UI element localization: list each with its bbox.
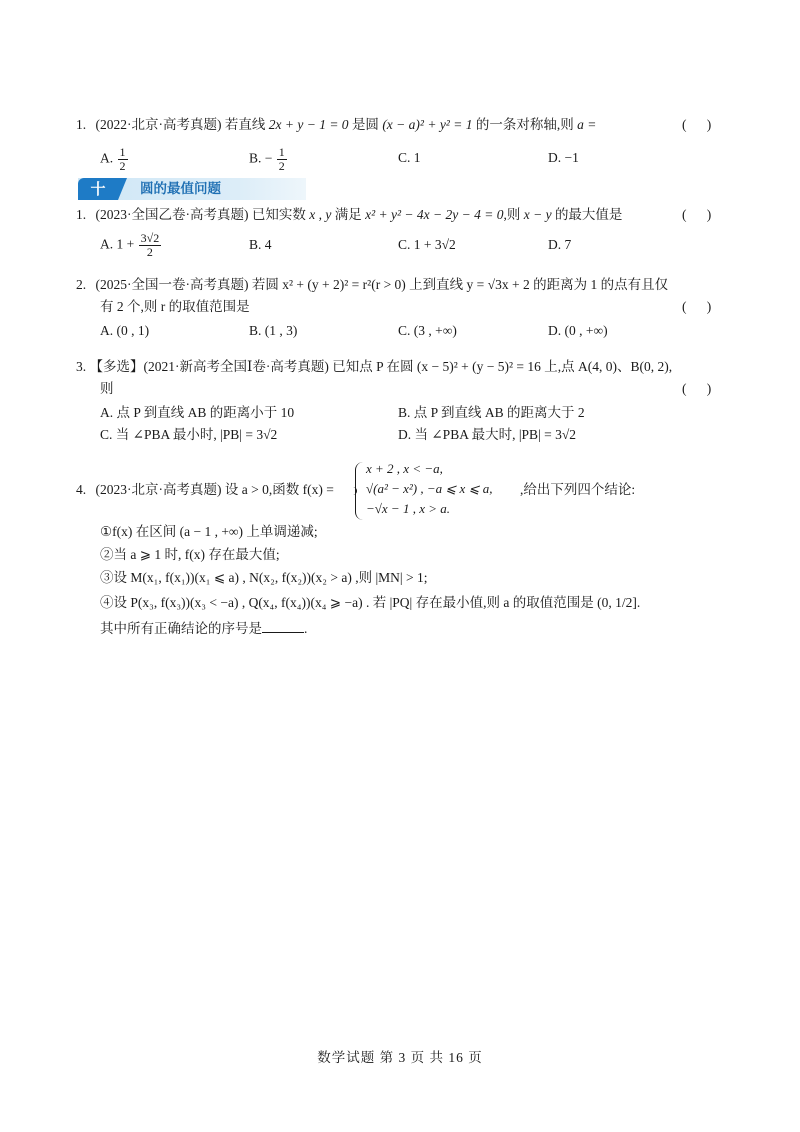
question-source: (2021·新高考全国Ⅰ卷·高考真题) xyxy=(143,359,329,374)
option-label: A. xyxy=(100,150,114,166)
question-1-stem xyxy=(76,206,622,224)
answer-blank[interactable] xyxy=(262,620,304,633)
option-a xyxy=(100,232,162,259)
piecewise-case-3: −√x − 1 , x > a. xyxy=(366,501,450,516)
fraction xyxy=(139,232,162,259)
option-a: A. 点 P 到直线 AB 的距离小于 10 xyxy=(100,405,295,420)
question-source: (2025·全国一卷·高考真题) xyxy=(95,277,249,292)
fraction-numerator: 1 xyxy=(119,145,126,159)
answer-paren: ( ) xyxy=(682,207,712,222)
question-text: 若直线 xyxy=(224,117,266,132)
fraction-denominator: 2 xyxy=(278,159,285,173)
option-c: C. (3 , +∞) xyxy=(398,323,457,338)
statement-4: ④设 P(x₃, f(x₃))(x₃ < −a) , Q(x₄, f(x₄))(x₄ ⩾ −a) . 若 |PQ| 存在最小值,则 a 的取值范围是 (0, 1/2]. xyxy=(100,595,641,610)
question-text: 已知实数 xyxy=(251,207,306,222)
section-title: 圆的最值问题 xyxy=(140,181,221,197)
question-text: 是圆 xyxy=(351,117,379,132)
question-text: 已知点 P 在圆 (x − 5)² + (y − 5)² = 16 上,点 A(4, 0)、B(0, 2), xyxy=(332,359,673,374)
option-a: A. (0 , 1) xyxy=(100,323,150,338)
option-d: D. −1 xyxy=(548,150,579,165)
question-text: ,则 xyxy=(503,207,521,222)
question-3-stem-line2: 则 xyxy=(100,381,114,396)
option-label: A. 1 + xyxy=(100,236,135,252)
math-circle-equation: (x − a)² + y² = 1 xyxy=(382,117,473,132)
answer-paren: ( ) xyxy=(682,299,712,314)
answer-paren: ( ) xyxy=(682,381,712,396)
question-tag: 【多选】 xyxy=(89,359,144,374)
option-label: B. − xyxy=(249,150,273,166)
question-2-stem-line1 xyxy=(76,276,668,294)
question-source: (2023·全国乙卷·高考真题) xyxy=(95,207,249,222)
option-a xyxy=(100,146,129,173)
fraction xyxy=(277,146,287,173)
question-number: 3. xyxy=(76,359,87,374)
answer-paren: ( ) xyxy=(682,117,712,132)
question-4-stem-tail: ,给出下列四个结论: xyxy=(520,482,636,497)
piecewise-case-2: √(a² − x²) , −a ⩽ x ⩽ a, xyxy=(366,481,493,496)
question-text: 若圆 x² + (y + 2)² = r²(r > 0) 上到直线 y = √3x + 2 的距离为 1 的点有且仅 xyxy=(251,277,669,292)
prompt-text: 其中所有正确结论的序号是 xyxy=(100,621,262,636)
question-source: (2022·北京·高考真题) xyxy=(95,117,222,132)
question-text: 的最大值是 xyxy=(554,207,623,222)
question-text: 的一条对称轴,则 xyxy=(475,117,574,132)
statement-1: ①f(x) 在区间 (a − 1 , +∞) 上单调递减; xyxy=(100,524,318,539)
math-expression: x − y xyxy=(523,207,552,222)
fraction xyxy=(118,146,128,173)
fraction-numerator: 3√2 xyxy=(140,231,160,245)
math-var: a = xyxy=(577,117,597,132)
piecewise-case-1: x + 2 , x < −a, xyxy=(366,461,443,476)
question-4-stem xyxy=(76,481,334,499)
option-c: C. 1 xyxy=(398,150,421,165)
option-d: D. 7 xyxy=(548,237,572,252)
question-number: 1. xyxy=(76,117,87,132)
question-text: 设 a > 0,函数 f(x) = xyxy=(224,482,334,497)
option-d: D. (0 , +∞) xyxy=(548,323,608,338)
question-prev-1-stem xyxy=(76,116,596,134)
section-tag-notch xyxy=(118,178,127,200)
fraction-denominator: 2 xyxy=(119,159,126,173)
statement-3: ③设 M(x₁, f(x₁))(x₁ ⩽ a) , N(x₂, f(x₂))(x₂ > a) ,则 |MN| > 1; xyxy=(100,570,428,585)
question-number: 2. xyxy=(76,277,87,292)
question-number: 4. xyxy=(76,482,87,497)
math-line-equation: 2x + y − 1 = 0 xyxy=(268,117,349,132)
option-b xyxy=(249,146,288,173)
statement-2: ②当 a ⩾ 1 时, f(x) 存在最大值; xyxy=(100,547,280,562)
option-d: D. 当 ∠PBA 最大时, |PB| = 3√2 xyxy=(398,427,577,442)
option-b: B. (1 , 3) xyxy=(249,323,298,338)
question-3-stem-line1 xyxy=(76,358,672,376)
option-b: B. 4 xyxy=(249,237,272,252)
section-number-tag: 十 xyxy=(78,178,118,200)
question-2-stem-line2: 有 2 个,则 r 的取值范围是 xyxy=(100,299,250,314)
option-c: C. 1 + 3√2 xyxy=(398,237,456,252)
question-text: 满足 xyxy=(334,207,362,222)
fraction-numerator: 1 xyxy=(278,145,285,159)
question-number: 1. xyxy=(76,207,87,222)
option-c: C. 当 ∠PBA 最小时, |PB| = 3√2 xyxy=(100,427,278,442)
math-vars: x , y xyxy=(309,207,332,222)
page-footer: 数学试题 第 3 页 共 16 页 xyxy=(317,1050,483,1065)
fraction-denominator: 2 xyxy=(146,245,153,259)
question-source: (2023·北京·高考真题) xyxy=(95,482,222,497)
math-equation: x² + y² − 4x − 2y − 4 = 0 xyxy=(365,207,504,222)
question-4-prompt: 其中所有正确结论的序号是 . xyxy=(100,621,308,636)
option-b: B. 点 P 到直线 AB 的距离大于 2 xyxy=(398,405,585,420)
